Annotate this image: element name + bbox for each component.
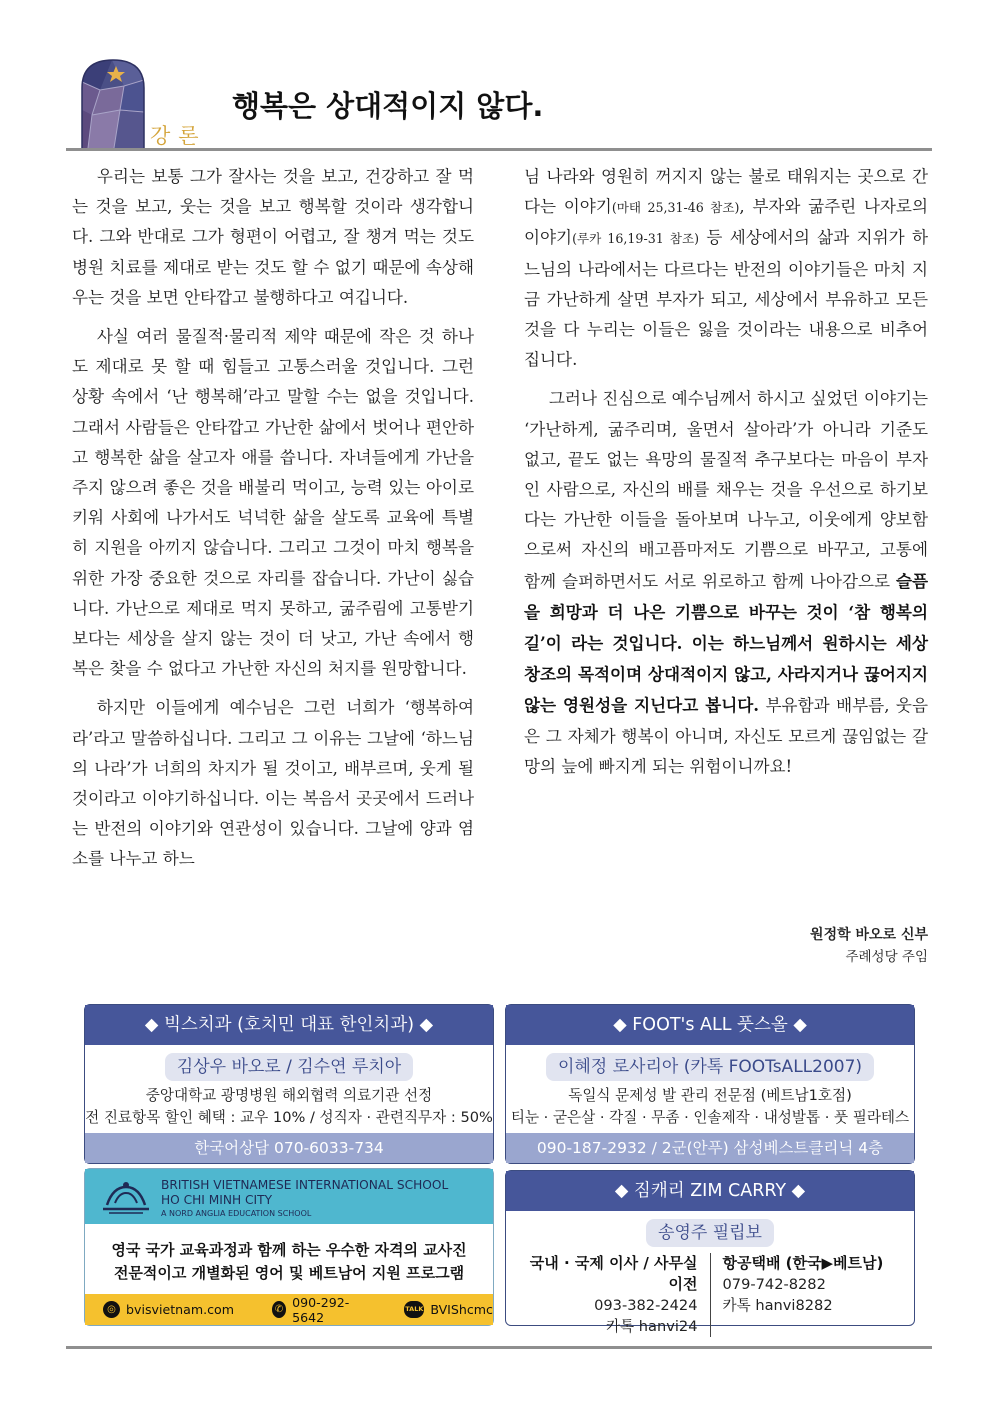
- ad-text: 중앙대학교 광명병원 해외협력 의료기관 선정: [145, 1087, 433, 1104]
- ad-text: 전문적이고 개별화된 영어 및 베트남어 지원 프로그램: [113, 1264, 465, 1282]
- clinic-name: 빅스치과: [163, 1015, 232, 1035]
- bullet: ◆: [144, 1015, 164, 1035]
- ad-contact-names: 송영주 필립보: [646, 1219, 774, 1247]
- bvis-contact-bar: [85, 1294, 493, 1325]
- ad-contact-names: 김상우 바오로 / 김수연 루치아: [165, 1053, 413, 1081]
- website-text: bvisvietnam.com: [126, 1302, 235, 1317]
- air-delivery-service: [710, 1253, 903, 1337]
- ad-text: 전 진료항목 할인 혜택 : 교우 10% / 성직자 · 관련직무자 : 50%: [85, 1109, 493, 1126]
- ad-footer-phone: 한국어상담 070-6033-734: [85, 1133, 493, 1163]
- paragraph: [524, 162, 928, 375]
- school-name: [161, 1178, 448, 1219]
- school-name-line: BRITISH VIETNAMESE INTERNATIONAL SCHOOL: [161, 1178, 449, 1192]
- bvis-banner: [85, 1169, 493, 1224]
- paragraph: 사실 여러 물질적·물리적 제약 때문에 작은 것 하나도 제대로 못 할 때 힘들고 고통스러울 것입니다. 그런 상황 속에서 ‘난 행복해’라고 말할 수는 없을 것입니다. 그래서 사람들은 안타깝고 가난한 삶에서 벗어나 편안하고 행복한 삶을 살고자 애를 씁니다. 자녀들에게 가난을 주지 않으려 좋은 것을 배불리 먹이고, 능력 있는 아이로 키워 사회에 나가서도 넉넉한 삶을 살도록 교육에 특별히 지원을 아끼지 않습니다. 그리고 그것이 마치 행복을 위한 가장 중요한 것으로 자리를 잡습니다. 가난이 싫습니다. 가난으로 제대로 먹지 못하고, 굶주림에 고통받기보다는 세상을 살지 않는 것이 더 낫고, 가난 속에서 행복은 찾을 수 없다고 가난한 자신의 처지를 원망합니다.: [72, 327, 474, 679]
- paragraph: [524, 384, 928, 782]
- kakaotalk-text: BVIShcmc: [430, 1302, 493, 1317]
- phone-link[interactable]: [272, 1295, 366, 1325]
- ad-footer-phone: 090-187-2932 / 2군(안푸) 삼성베스트클리닉 4층: [506, 1133, 914, 1163]
- ad-header: [85, 1005, 493, 1045]
- text-run: 부유함과 배부름, 웃음은 그 자체가 행복이 아니며, 자신도 모르게 끊임없는 갈망의 늪에 빠지게 되는 위험이니까요!: [524, 696, 928, 776]
- dental-clinic-ad: [84, 1004, 494, 1164]
- bold-emphasis: 슬픔을 희망과 더 나은 기쁨으로 바꾸는 것이 ‘참 행복의 길’이 라는 것입니다. 이는 하느님께서 원하시는 세상 창조의 목적이며 상대적이지 않고, 사라지거나 끊어지지 않는 영원성을 지닌다고 봅니다.: [524, 570, 928, 716]
- author-name: 원정학 바오로 신부: [810, 927, 928, 943]
- section-label: 강론: [150, 124, 207, 148]
- text-run: 등 세상에서의 삶과 지위가 하느님의 나라에서는 다르다는 반전의 이야기들은 마치 지금 가난하게 살면 부자가 되고, 세상에서 부유하고 모든 것을 다 누리는 이들은 잃을 것이라는 내용으로 비추어 집니다.: [524, 228, 928, 370]
- text-run: , 부자와 굶주린 나자로의 이야기: [524, 197, 928, 248]
- ad-text: 영국 국가 교육과정과 함께 하는 우수한 자격의 교사진: [111, 1241, 467, 1259]
- service-kakao: 카톡 hanvi24: [605, 1318, 698, 1335]
- school-crest-icon: [99, 1179, 153, 1215]
- school-city: HO CHI MINH CITY: [161, 1193, 273, 1207]
- service-title: 국내 · 국제 이사 / 사무실 이전: [529, 1254, 698, 1293]
- bvis-description: [85, 1224, 493, 1285]
- service-phone: 079-742-8282: [722, 1276, 826, 1293]
- website-link[interactable]: [103, 1301, 234, 1318]
- bvis-school-ad: [84, 1168, 494, 1326]
- zim-carry-ad: [505, 1170, 915, 1335]
- author-signature: [810, 924, 928, 968]
- service-title: 항공택배 (한국▶베트남): [722, 1254, 884, 1272]
- service-columns: [506, 1253, 914, 1337]
- phone-icon: ✆: [272, 1301, 286, 1318]
- ad-text: 티눈 · 굳은살 · 각질 · 무좀 · 인솔제작 · 내성발톱 · 풋 필라테스: [510, 1109, 910, 1126]
- service-kakao: 카톡 hanvi8282: [722, 1297, 833, 1314]
- kakaotalk-icon: TALK: [404, 1301, 424, 1318]
- bullet: ◆: [414, 1015, 434, 1035]
- header-divider: [66, 148, 932, 151]
- text-run: 그러나 진심으로 예수님께서 하시고 싶었던 이야기는 ‘가난하게, 굶주리며, 울면서 살아라’가 아니라 기준도 없고, 끝도 없는 욕망의 물질적 추구보다는 마음이 부자인 사람으로, 자신의 배를 채우는 것을 우선으로 하기보다는 가난한 이들을 돌아보며 나누고, 이웃에게 양보함으로써 자신의 배고픔마저도 기쁨으로 바꾸고, 고통에 함께 슬퍼하면서도 서로 위로하고 함께 나아감으로: [524, 389, 928, 591]
- phone-text: 090-292-5642: [292, 1294, 350, 1325]
- ad-header: ◆ FOOT's ALL 풋스올 ◆: [506, 1005, 914, 1045]
- article-right-column: [524, 162, 928, 791]
- text-run: 님 나라와 영원히 꺼지지 않는 불로 태워지는 곳으로 간다는 이야기: [524, 167, 928, 217]
- moving-service: [518, 1253, 710, 1337]
- globe-icon: ◎: [103, 1301, 120, 1318]
- scripture-reference: (마태 25,31-46 참조): [611, 200, 740, 216]
- paragraph: 하지만 이들에게 예수님은 그런 너희가 ‘행복하여라’라고 말씀하십니다. 그리고 그 이유는 그날에 ‘하느님의 나라’가 너희의 차지가 될 것이고, 배부르며, 웃게 될 것이라고 이야기하십니다. 이는 복음서 곳곳에서 드러나는 반전의 이야기와 연관성이 있습니다. 그날에 양과 염소를 나누고 하느: [72, 698, 474, 869]
- ad-header: ◆ 짐캐리 ZIM CARRY ◆: [506, 1171, 914, 1211]
- page-title: 행복은 상대적이지 않다.: [232, 89, 544, 123]
- foots-all-ad: [505, 1004, 915, 1164]
- article-left-column: [72, 162, 474, 884]
- kakaotalk-link[interactable]: [404, 1301, 493, 1318]
- author-role: 주례성당 주임: [845, 949, 928, 965]
- clinic-tagline: (호치민 대표 한인치과): [231, 1015, 415, 1035]
- scripture-reference: (루카 16,19-31 참조): [572, 231, 700, 247]
- paragraph: 우리는 보통 그가 잘사는 것을 보고, 건강하고 잘 먹는 것을 보고, 웃는 것을 보고 행복할 것이라 생각합니다. 그와 반대로 그가 형편이 어렵고, 잘 챙겨 먹는 것도 병원 치료를 제대로 받는 것도 할 수 없기 때문에 속상해 우는 것을 보면 안타깝고 불행하다고 여깁니다.: [72, 167, 474, 307]
- school-affiliation: A NORD ANGLIA EDUCATION SCHOOL: [161, 1209, 312, 1218]
- ad-contact-names: 이혜정 로사리아 (카톡 FOOTsALL2007): [546, 1053, 874, 1081]
- footer-divider: [66, 1346, 932, 1349]
- service-phone: 093-382-2424: [594, 1297, 698, 1314]
- stained-glass-logo: [82, 60, 144, 148]
- ad-text: 독일식 문제성 발 관리 전문점 (베트남1호점): [568, 1087, 852, 1104]
